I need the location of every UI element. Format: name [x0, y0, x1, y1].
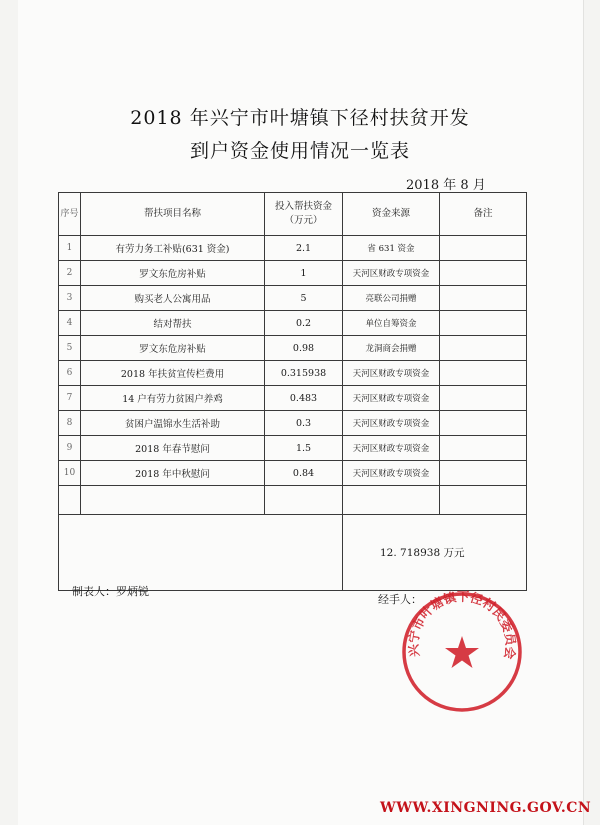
row-number: 8	[59, 411, 81, 436]
row-remark	[440, 361, 527, 386]
total-amount: 12. 718938 万元	[380, 547, 465, 559]
table-header-row	[59, 193, 527, 236]
row-number: 7	[59, 386, 81, 411]
table-row-empty	[59, 486, 527, 515]
row-amount: 0.2	[265, 311, 343, 336]
row-number: 5	[59, 336, 81, 361]
row-project: 结对帮扶	[81, 311, 265, 336]
row-source: 天河区财政专项资金	[343, 361, 440, 386]
official-seal-stamp	[398, 588, 526, 716]
document-title-line1: 2018 年兴宁市叶塘镇下径村扶贫开发	[130, 107, 470, 129]
table-row	[59, 286, 527, 311]
row-remark	[440, 436, 527, 461]
header-remark: 备注	[440, 193, 527, 236]
row-number: 6	[59, 361, 81, 386]
header-project: 帮扶项目名称	[81, 193, 265, 236]
row-remark	[440, 336, 527, 361]
table-row	[59, 411, 527, 436]
row-amount: 2.1	[265, 236, 343, 261]
row-source: 省 631 资金	[343, 236, 440, 261]
svg-text:兴宁市叶塘镇下径村民委员会: 兴宁市叶塘镇下径村民委员会	[405, 588, 519, 661]
row-remark	[440, 236, 527, 261]
row-amount: 0.315938	[265, 361, 343, 386]
row-amount: 0.84	[265, 461, 343, 486]
row-number: 3	[59, 286, 81, 311]
preparer-label: 制表人：罗炳锐	[72, 585, 149, 598]
header-amount: 投入帮扶资金（万元）	[265, 193, 343, 236]
row-source: 天河区财政专项资金	[343, 436, 440, 461]
row-project: 2018 年春节慰问	[81, 436, 265, 461]
row-amount: 5	[265, 286, 343, 311]
table-row	[59, 461, 527, 486]
row-project: 2018 年扶贫宣传栏费用	[81, 361, 265, 386]
row-source: 天河区财政专项资金	[343, 386, 440, 411]
table-row	[59, 261, 527, 286]
handler-label: 经手人：	[378, 593, 422, 606]
table-row	[59, 336, 527, 361]
row-number: 9	[59, 436, 81, 461]
table-row	[59, 361, 527, 386]
row-source: 龙洞商会捐赠	[343, 336, 440, 361]
row-project: 贫困户温锦水生活补助	[81, 411, 265, 436]
row-remark	[440, 386, 527, 411]
row-number: 2	[59, 261, 81, 286]
row-amount: 0.483	[265, 386, 343, 411]
row-number: 10	[59, 461, 81, 486]
row-source: 天河区财政专项资金	[343, 461, 440, 486]
row-amount: 0.3	[265, 411, 343, 436]
row-amount: 1.5	[265, 436, 343, 461]
row-remark	[440, 286, 527, 311]
row-project: 2018 年中秋慰问	[81, 461, 265, 486]
row-number: 4	[59, 311, 81, 336]
document-date: 2018 年 8 月	[406, 178, 486, 193]
row-source: 单位自筹资金	[343, 311, 440, 336]
row-amount: 1	[265, 261, 343, 286]
header-source: 资金来源	[343, 193, 440, 236]
row-remark	[440, 411, 527, 436]
row-source: 亮联公司捐赠	[343, 286, 440, 311]
table-row	[59, 386, 527, 411]
table-row	[59, 311, 527, 336]
table-row	[59, 436, 527, 461]
row-source: 天河区财政专项资金	[343, 261, 440, 286]
row-source: 天河区财政专项资金	[343, 411, 440, 436]
row-project: 购买老人公寓用品	[81, 286, 265, 311]
row-project: 有劳力务工补贴(631 资金)	[81, 236, 265, 261]
row-remark	[440, 461, 527, 486]
row-amount: 0.98	[265, 336, 343, 361]
document-title-line2: 到户资金使用情况一览表	[189, 140, 410, 162]
header-seq: 序号	[59, 193, 81, 236]
row-project: 罗文东危房补贴	[81, 336, 265, 361]
row-remark	[440, 311, 527, 336]
funds-table	[58, 192, 527, 591]
row-remark	[440, 261, 527, 286]
row-project: 罗文东危房补贴	[81, 261, 265, 286]
row-project: 14 户有劳力贫困户养鸡	[81, 386, 265, 411]
row-number: 1	[59, 236, 81, 261]
table-row	[59, 236, 527, 261]
website-watermark: WWW.XINGNING.GOV.CN	[380, 800, 592, 816]
